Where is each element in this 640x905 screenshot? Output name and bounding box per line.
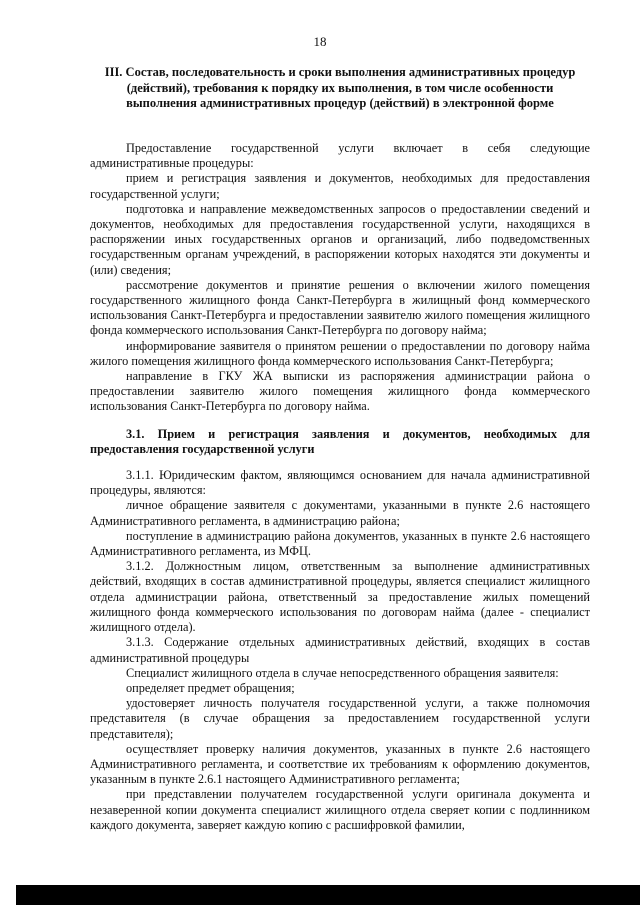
paragraph: 3.1.2. Должностным лицом, ответственным за выполнение административных действий, входящих в состав административной процедуры, является специалист жилищного отдела администрации района, ответственный за предоставление жилых помещений жилищного фонда коммерческого использования по договорам найма (далее - специалист жилищного отдела). — [90, 559, 590, 635]
paragraph: направление в ГКУ ЖА выписки из распоряжения администрации района о предоставлении заявителю жилого помещения жилищного фонда коммерческого использования Санкт-Петербурга по договору найма. — [90, 369, 590, 414]
document-body — [90, 141, 590, 833]
paragraph: 3.1.3. Содержание отдельных административных действий, входящих в состав административной процедуры — [90, 635, 590, 665]
section-heading: III. Состав, последовательность и сроки выполнения административных процедур (действий), требования к порядку их выполнения, в том числе особенности выполнения административных процедур (действий) в электронной форме — [104, 65, 576, 110]
paragraph: рассмотрение документов и принятие решения о включении жилого помещения государственного жилищного фонда Санкт-Петербурга в жилищный фонд коммерческого использования Санкт-Петербурга и предоставлении заявителю жилого помещения жилищного фонда коммерческого использования Санкт-Петербурга по договору найма; — [90, 277, 590, 338]
paragraph: личное обращение заявителя с документами, указанными в пункте 2.6 настоящего Административного регламента, в администрацию района; — [90, 498, 590, 528]
paragraph: прием и регистрация заявления и документов, необходимых для предоставления государственной услуги; — [90, 171, 590, 201]
paragraph: удостоверяет личность получателя государственной услуги, а также полномочия представителя (в случае обращения за предоставлением государственной услуги представителя); — [90, 696, 590, 741]
paragraph: 3.1.1. Юридическим фактом, являющимся основанием для начала административной процедуры, являются: — [90, 468, 590, 498]
scan-edge-bar — [16, 885, 640, 905]
paragraph: Специалист жилищного отдела в случае непосредственного обращения заявителя: — [126, 665, 559, 680]
paragraph: осуществляет проверку наличия документов, указанных в пункте 2.6 настоящего Административного регламента, и соответствие их требованиям к оформлению документов, указанным в пункте 2.6.1 настоящего Административного регламента; — [90, 741, 590, 787]
subsection-heading: 3.1. Прием и регистрация заявления и документов, необходимых для предоставления государственной услуги — [90, 426, 590, 456]
paragraph: Предоставление государственной услуги включает в себя следующие административные процедуры: — [90, 141, 590, 171]
paragraph: подготовка и направление межведомственных запросов о предоставлении сведений и документов, необходимых для предоставления государственной услуги, находящихся в распоряжении иных государственных органов и организаций, либо подведомственных государственным органам учреждений, в распоряжении которых находятся эти документы и (или) сведения; — [90, 201, 590, 277]
paragraph: информирование заявителя о принятом решении о предоставлении по договору найма жилого помещения жилищного фонда коммерческого использования Санкт-Петербурга; — [90, 338, 590, 368]
paragraph: при представлении получателем государственной услуги оригинала документа и незаверенной копии документа специалист жилищного отдела сверяет копии с подлинником каждого документа, заверяет каждую копию с расшифровкой фамилии, — [90, 787, 590, 832]
page-number: 18 — [313, 34, 327, 49]
paragraph: поступление в администрацию района документов, указанных в пункте 2.6 настоящего Административного регламента, из МФЦ. — [90, 528, 590, 559]
paragraph: определяет предмет обращения; — [126, 680, 295, 695]
